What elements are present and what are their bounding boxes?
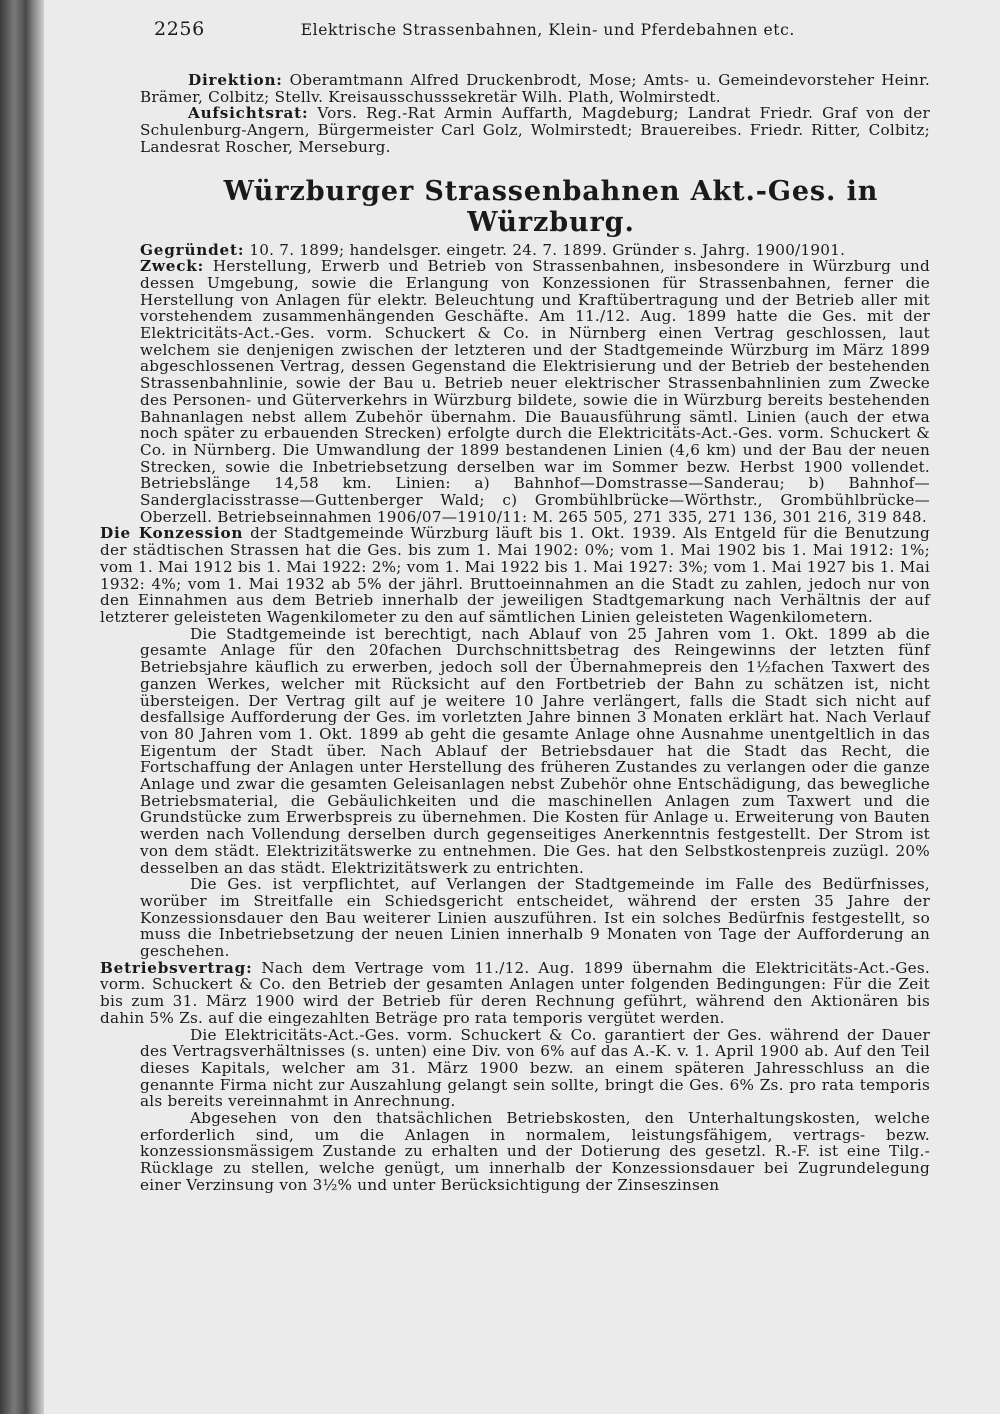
betriebsvertrag-paragraph-2: Die Elektricitäts-Act.-Ges. vorm. Schuckert & Co. garantiert der Ges. während der Dauer des Vertragsverhältnisses (s. unten) eine Div. von 6% auf das A.-K. v. 1. April 1900 ab. Auf den Teil dieses Kapitals, welcher am 31. März 1900 bezw. an einem späteren Jahresschluss an die genannte Firma nicht zur Auszahlung gelangt sein sollte, bringt die Ges. 6% Zs. pro rata temporis als bereits vereinnahmt in Anrechnung. (140, 1025, 930, 1111)
betriebsvertrag-paragraph (100, 960, 930, 1027)
gegruendet-text: 10. 7. 1899; handelsger. eingetr. 24. 7. 1899. Gründer s. Jahrg. 1900/1901. (249, 240, 846, 259)
aufsichtsrat-label: Aufsichtsrat: (188, 104, 309, 123)
konzession-label: Die Konzession (100, 524, 244, 543)
zweck-paragraph (140, 258, 930, 525)
entry-title: Würzburger Strassenbahnen Akt.-Ges. in Würzburg. (223, 175, 879, 238)
konzession-paragraph-3: Die Ges. ist verpflichtet, auf Verlangen der Stadtgemeinde im Falle des Bedürfnisses, worüber im Streitfalle ein Schiedsgericht entscheidet, während der ersten 35 Jahre der Konzessionsdauer den Bau weiterer Linien auszuführen. Ist ein solches Bedürfnis festgestellt, so muss die Inbetriebsetzung der neuen Linien innerhalb 9 Monaten von Tage der Aufforderung an geschehen. (140, 875, 930, 961)
gegruendet-label: Gegründet: (140, 240, 245, 259)
running-header (140, 18, 930, 40)
direktion-label: Direktion: (188, 71, 283, 89)
konzession-text: der Stadtgemeinde Würzburg läuft bis 1. Okt. 1939. Als Entgeld für die Benutzung der städtischen Strassen hat die Ges. bis zum 1. Mai 1902: 0%; vom 1. Mai 1902 bis 1. Mai 1912: 1%; vom 1. Mai 1912 bis 1. Mai 1922: 2%; vom 1. Mai 1922 bis 1. Mai 1927: 3%; vom 1. Mai 1927 bis 1. Mai 1932: 4%; vom 1. Mai 1932 ab 5% der jährl. Bruttoeinnahmen an die Stadt zu zahlen, jedoch nur von den Einnahmen aus dem Betrieb innerhalb der jeweiligen Stadtgemarkung nach Verhältnis der auf letzterer geleisteten Wagenkilometer zu den auf sämtlichen Linien geleisteten Wagenkilometern. (100, 524, 930, 626)
book-spine-shadow (0, 0, 44, 1414)
running-title: Elektrische Strassenbahnen, Klein- und Pferdebahnen etc. (300, 21, 795, 39)
direktion-paragraph (140, 72, 930, 105)
direktion-text: Oberamtmann Alfred Druckenbrodt, Mose; Amts- u. Gemeindevorsteher Heinr. Brämer, Colbitz; Stellv. Kreisausschusssekretär Wilh. Plath, Wolmirstedt. (140, 71, 930, 106)
page-number: 2256 (154, 18, 205, 40)
betriebsvertrag-label: Betriebsvertrag: (100, 958, 253, 977)
zweck-text: Herstellung, Erwerb und Betrieb von Strassenbahnen, insbesondere in Würzburg und dessen Umgebung, sowie die Erlangung von Konzessionen für Strassenbahnen, ferner die Herstellung von Anlagen für elektr. Beleuchtung und Kraftübertragung und der Betrieb aller mit vorstehendem zusammenhängenden Geschäfte. Am 11./12. Aug. 1899 hatte die Ges. mit der Elektricitäts-Act.-Ges. vorm. Schuckert & Co. in Nürnberg einen Vertrag geschlossen, laut welchem sie denjenigen zwischen der letzteren und der Stadtgemeinde Würzburg im März 1899 abgeschlossenen Vertrag, dessen Gegenstand die Elektrisierung und der Betrieb der bestehenden Strassenbahnlinie, sowie der Bau u. Betrieb neuer elektrischer Strassenbahnlinien zum Zwecke des Personen- und Güterverkehrs in Würzburg bildete, sowie die in Würzburg bereits bestehenden Bahnanlagen nebst allem Zubehör übernahm. Die Bauausführung sämtl. Linien (auch der etwa noch später zu erbauenden Strecken) erfolgte durch die Elektricitäts-Act.-Ges. vorm. Schuckert & Co. in Nürnberg. Die Umwandlung der 1899 bestandenen Linien (4,6 km) und der Bau der neuen Strecken, sowie die Inbetriebsetzung derselben war im Sommer bezw. Herbst 1900 vollendet. Betriebslänge 14,58 km. Linien: a) Bahnhof—Domstrasse—Sanderau; b) Bahnhof—Sanderglacisstrasse—Guttenberger Wald; c) Grombühlbrücke—Wörthstr., Grombühlbrücke—Oberzell. Betriebseinnahmen 1906/07—1910/11: M. 265 505, 271 335, 271 136, 301 216, 319 848. (140, 257, 931, 526)
aufsichtsrat-paragraph (140, 105, 930, 155)
zweck-label: Zweck: (140, 257, 205, 276)
konzession-paragraph-2: Die Stadtgemeinde ist berechtigt, nach Ablauf von 25 Jahren vom 1. Okt. 1899 ab die gesamte Anlage für den 20fachen Durchschnittsbetrag des Reingewinns der letzten fünf Betriebsjahre käuflich zu erwerben, jedoch soll der Übernahmepreis den 1½fachen Taxwert des ganzen Werkes, welcher mit Rücksicht auf den Fortbetrieb der Bahn zu schätzen ist, nicht übersteigen. Der Vertrag gilt auf je weitere 10 Jahre verlängert, falls die Stadt sich nicht auf desfallsige Aufforderung der Ges. im vorletzten Jahre binnen 3 Monaten erklärt hat. Nach Verlauf von 80 Jahren vom 1. Okt. 1899 ab geht die gesamte Anlage ohne Ausnahme unentgeltlich in das Eigentum der Stadt über. Nach Ablauf der Betriebsdauer hat die Stadt das Recht, die Fortschaffung der Anlagen unter Herstellung des früheren Zustandes zu verlangen oder die ganze Anlage und zwar die gesamten Geleisanlagen nebst Zubehör ohne Entschädigung, das bewegliche Betriebsmaterial, die Gebäulichkeiten und die maschinellen Anlagen zum Taxwert und die Grundstücke zum Erwerbspreis zu übernehmen. Die Kosten für Anlage u. Erweiterung von Bauten werden nach Vollendung derselben durch gegenseitiges Anerkenntnis festgestellt. Der Strom ist von dem städt. Elektrizitätswerke zu entnehmen. Die Ges. hat den Selbstkostenpreis zuzügl. 20% desselben an das städt. Elektrizitätswerk zu entrichten. (140, 624, 930, 877)
gegruendet-paragraph (140, 242, 930, 259)
betriebsvertrag-paragraph-3: Abgesehen von den thatsächlichen Betriebskosten, den Unterhaltungskosten, welche erforderlich sind, um die Anlagen in normalem, leistungsfähigem, vertrags- bezw. konzessionsmässigem Zustande zu erhalten und der Dotierung des gesetzl. R.-F. ist eine Tilg.-Rücklage zu stellen, welche genügt, um innerhalb der Konzessionsdauer bei Zugrundelegung einer Verzinsung von 3½% und unter Berücksichtigung der Zinseszinsen (140, 1109, 930, 1194)
document-page (100, 18, 931, 1408)
aufsichtsrat-text: Vors. Reg.-Rat Armin Auffarth, Magdeburg; Landrat Friedr. Graf von der Schulenburg-Angern, Bürgermeister Carl Golz, Wolmirstedt; Brauereibes. Friedr. Ritter, Colbitz; Landesrat Roscher, Merseburg. (140, 104, 930, 156)
betriebsvertrag-text: Nach dem Vertrage vom 11./12. Aug. 1899 übernahm die Elektricitäts-Act.-Ges. vorm. Schuckert & Co. den Betrieb der gesamten Anlagen unter folgenden Bedingungen: Für die Zeit bis zum 31. März 1900 wird der Betrieb für deren Rechnung geführt, während den Aktionären bis dahin 5% Zs. auf die eingezahlten Beträge pro rata temporis vergütet werden. (100, 958, 930, 1027)
konzession-paragraph (100, 525, 930, 625)
